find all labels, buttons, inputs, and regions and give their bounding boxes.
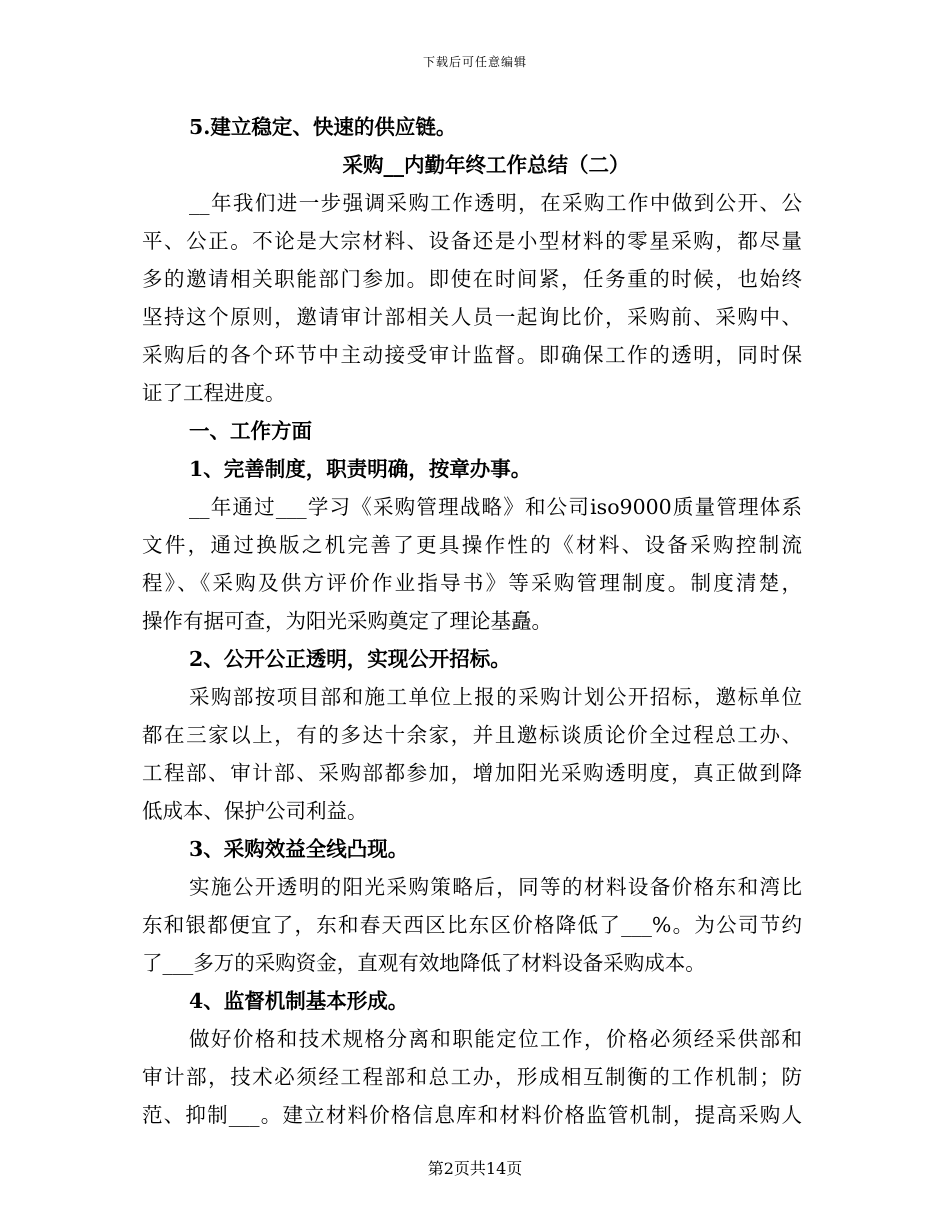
- paragraph-line: 多的邀请相关职能部门参加。即使在时间紧，任务重的时候，也始终: [142, 267, 802, 291]
- paragraph-line: 范、抑制___。建立材料价格信息库和材料价格监管机制，提高采购人: [142, 1103, 802, 1127]
- paragraph-line: 做好价格和技术规格分离和职能定位工作，价格必须经采供部和: [189, 1027, 802, 1051]
- paragraph-line: 了___多万的采购资金，直观有效地降低了材料设备采购成本。: [142, 951, 706, 975]
- paragraph-line: 平、公正。不论是大宗材料、设备还是小型材料的零星采购，都尽量: [142, 229, 802, 253]
- paragraph-line: 都在三家以上，有的多达十余家，并且邀标谈质论价全过程总工办、: [142, 723, 802, 747]
- paragraph-line: 东和银都便宜了，东和春天西区比东区价格降低了___%。为公司节约: [142, 913, 802, 937]
- page-footer: 第2页共14页: [427, 1159, 523, 1178]
- paragraph-line: 审计部，技术必须经工程部和总工办，形成相互制衡的工作机制；防: [142, 1065, 802, 1089]
- subsection-heading-4: 4、监督机制基本形成。: [189, 989, 409, 1013]
- paragraph-line: 坚持这个原则，邀请审计部相关人员一起询比价，采购前、采购中、: [142, 305, 802, 329]
- section-heading-work: 一、工作方面: [189, 419, 312, 443]
- subsection-heading-3: 3、采购效益全线凸现。: [189, 837, 409, 861]
- paragraph-line: 证了工程进度。: [142, 381, 286, 405]
- paragraph-line: 低成本、保护公司利益。: [142, 799, 368, 823]
- paragraph-line: __年我们进一步强调采购工作透明，在采购工作中做到公开、公: [189, 191, 802, 215]
- section-heading-supply-chain: 5.建立稳定、快速的供应链。: [189, 115, 457, 139]
- paragraph-line: 采购后的各个环节中主动接受审计监督。即确保工作的透明，同时保: [142, 343, 802, 367]
- paragraph-line: 工程部、审计部、采购部都参加，增加阳光采购透明度，真正做到降: [142, 761, 802, 785]
- document-title: 采购__内勤年终工作总结（二）: [342, 153, 630, 177]
- paragraph-line: 实施公开透明的阳光采购策略后，同等的材料设备价格东和湾比: [189, 875, 802, 899]
- page-header: 下载后可任意编辑: [422, 55, 527, 69]
- subsection-heading-2: 2、公开公正透明，实现公开招标。: [189, 647, 511, 671]
- paragraph-line: __年通过___学习《采购管理战略》和公司iso9000质量管理体系: [189, 495, 802, 519]
- paragraph-line: 操作有据可查，为阳光采购奠定了理论基矗。: [142, 609, 552, 633]
- paragraph-line: 采购部按项目部和施工单位上报的采购计划公开招标，邀标单位: [189, 685, 802, 709]
- document-body: [142, 108, 802, 1134]
- paragraph-line: 文件，通过换版之机完善了更具操作性的《材料、设备采购控制流: [142, 533, 802, 557]
- subsection-heading-1: 1、完善制度，职责明确，按章办事。: [189, 457, 532, 481]
- paragraph-line: 程》、《采购及供方评价作业指导书》等采购管理制度。制度清楚，: [142, 571, 802, 595]
